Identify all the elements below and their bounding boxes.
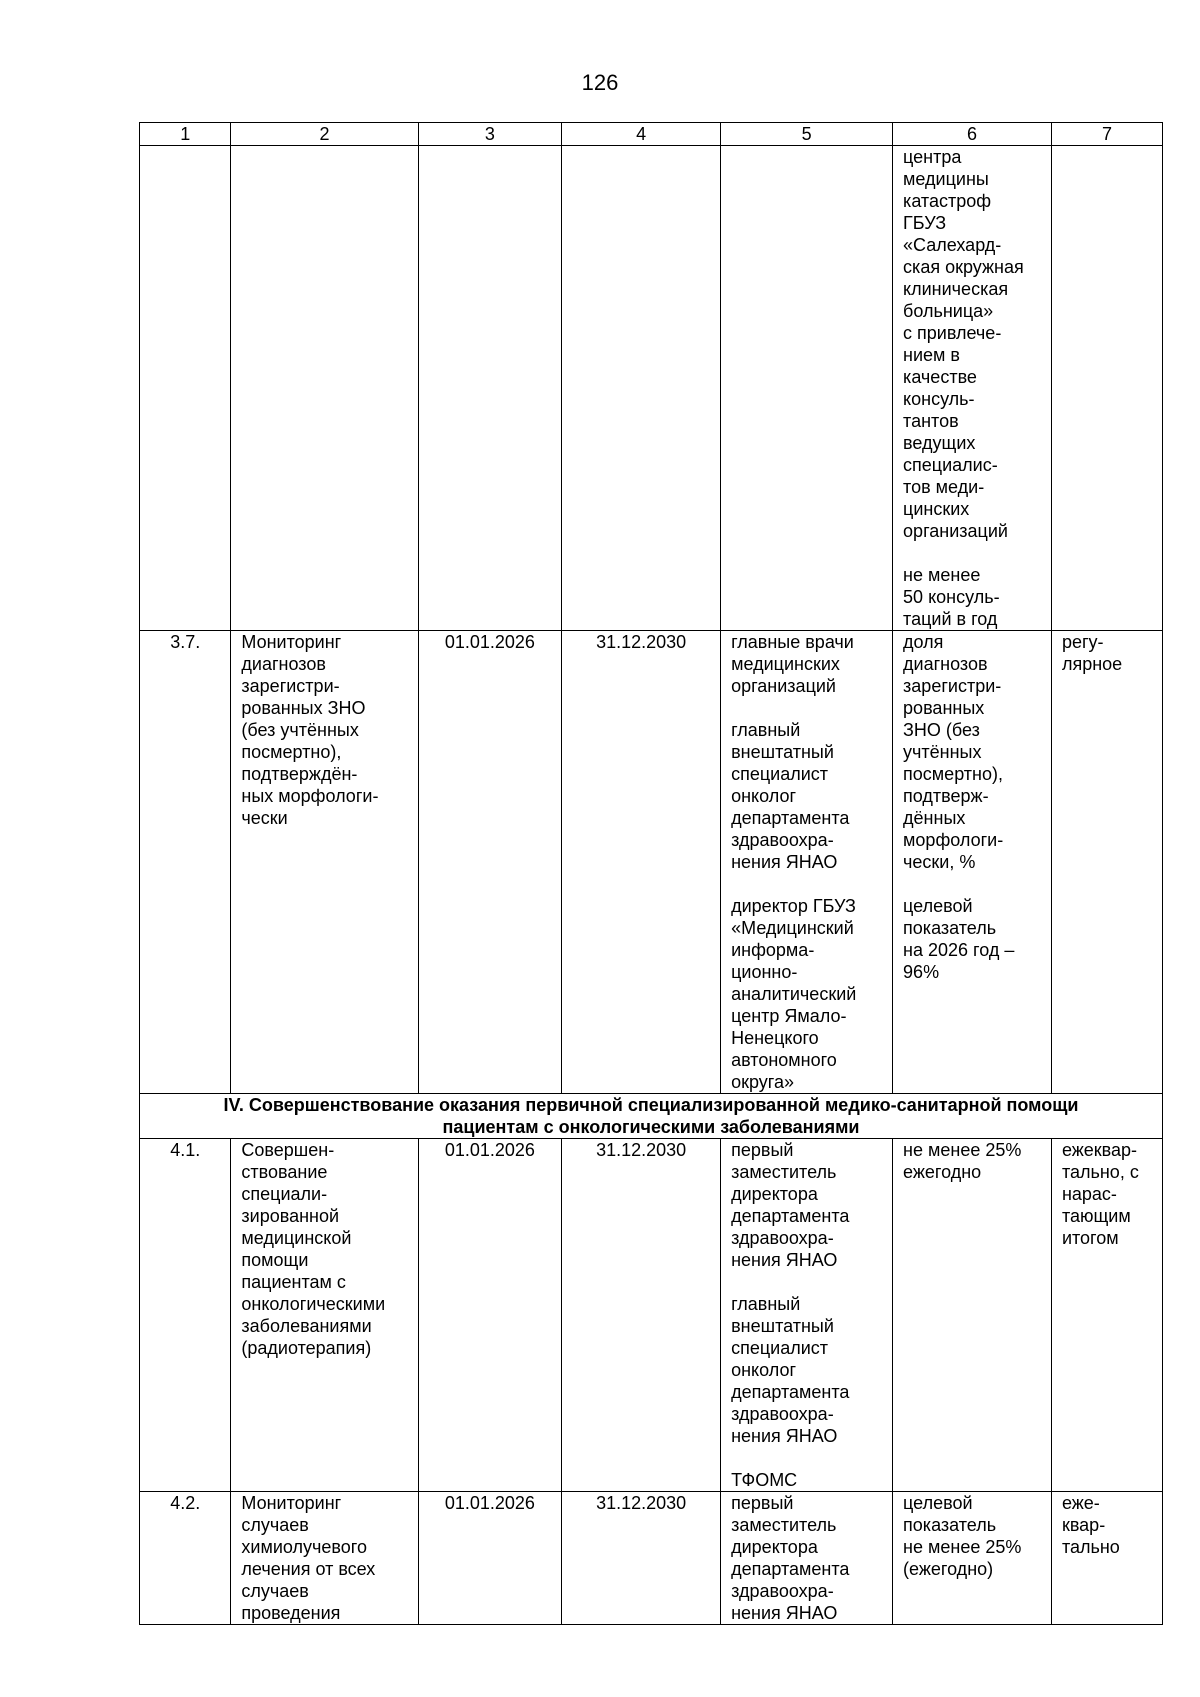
column-number-row	[140, 123, 1163, 146]
cell-text-line: «Медицинский	[731, 918, 854, 938]
cell-text-line: подтверж-	[903, 786, 989, 806]
cell-text-line: зарегистри-	[903, 676, 1002, 696]
cell-text-line: квар-	[1061, 1515, 1106, 1535]
cell-text-line: округа»	[731, 1072, 794, 1092]
cell-text-line: нием в	[903, 345, 960, 365]
cell-text-line: первый	[731, 1140, 794, 1160]
cell-text-line: тантов	[903, 411, 959, 431]
cell-text-line: здравоохра-	[731, 830, 834, 850]
cell-text-line: регу-	[1061, 632, 1104, 652]
cell-text-line: здравоохра-	[731, 1228, 834, 1248]
cell-text-line: тов меди-	[903, 477, 985, 497]
cell-text-line: онкологическими	[241, 1294, 386, 1314]
section-heading	[140, 1094, 1163, 1139]
paragraph-gap	[731, 697, 882, 719]
cell-text-line: (ежегодно)	[903, 1559, 994, 1579]
cell-text-line: (радиотерапия)	[241, 1338, 372, 1358]
cell-text-line: катастроф	[903, 191, 992, 211]
cell-text-line: ционно-	[731, 962, 798, 982]
row-number: 4.1.	[140, 1139, 231, 1492]
cell-text-line: специали-	[241, 1184, 328, 1204]
cell-text-line: не менее 25%	[903, 1140, 1022, 1160]
cell-text-line: департамента	[731, 1559, 850, 1579]
column-number: 7	[1051, 123, 1162, 146]
cell-text-line: нарас-	[1061, 1184, 1117, 1204]
cell-text-line: онколог	[731, 1360, 797, 1380]
start-date: 01.01.2026	[418, 1139, 562, 1492]
section-heading-line: пациентам с онкологическими заболеваниями	[442, 1117, 860, 1137]
section-iv-heading-row	[140, 1094, 1163, 1139]
paragraph-gap	[903, 873, 1041, 895]
cell-text-line: больница»	[903, 301, 994, 321]
cell-text-line: качестве	[903, 367, 977, 387]
cell-text-line: (без учтённых	[241, 720, 359, 740]
cell-text-line: морфологи-	[903, 830, 1004, 850]
cell-text-line: 50 консуль-	[903, 587, 1000, 607]
cell-text-line: департамента	[731, 1206, 850, 1226]
cell-text-line: заболеваниями	[241, 1316, 372, 1336]
cell-text-line: нения ЯНАО	[731, 1250, 838, 1270]
paragraph-gap	[731, 873, 882, 895]
cell-text-line: итогом	[1061, 1228, 1119, 1248]
cell-text-line: целевой	[903, 1493, 973, 1513]
indicator-cell	[893, 1492, 1052, 1625]
cell-text-line: Совершен-	[241, 1140, 335, 1160]
cell-text-line: медицинских	[731, 654, 840, 674]
cell-text-line: центр Ямало-	[731, 1006, 847, 1026]
cell-text-line: с привлече-	[903, 323, 1002, 343]
column-number: 4	[562, 123, 721, 146]
row-number: 3.7.	[140, 631, 231, 1094]
cell-text-line: тально	[1061, 1537, 1120, 1557]
indicator-cell	[893, 631, 1052, 1094]
cell-text-line: целевой	[903, 896, 973, 916]
cell-text-line: чески, %	[903, 852, 976, 872]
cell-text-line: 96%	[903, 962, 940, 982]
responsible-cell	[721, 1492, 893, 1625]
cell-text-line: информа-	[731, 940, 815, 960]
cell-text-line: аналитический	[731, 984, 857, 1004]
cell-text-line: химиолучевого	[241, 1537, 367, 1557]
cell-text-line: внештатный	[731, 742, 834, 762]
cell-text-line: Ненецкого	[731, 1028, 819, 1048]
indicator-cell	[893, 1139, 1052, 1492]
cell-text-line: подтверждён-	[241, 764, 358, 784]
cell-text-line: главный	[731, 1294, 801, 1314]
cell-text-line: главные врачи	[731, 632, 854, 652]
cell-text-line: тально, с	[1061, 1162, 1139, 1182]
table-row-3-7	[140, 631, 1163, 1094]
table-row-continued	[140, 146, 1163, 631]
cell-text-line: департамента	[731, 1382, 850, 1402]
cell-text-line: главный	[731, 720, 801, 740]
cell-text-line: посмертно),	[903, 764, 1003, 784]
cell-text-line: еже-	[1061, 1493, 1100, 1513]
section-heading-line: IV. Совершенствование оказания первичной специализированной медико-санитарной помощи	[223, 1095, 1079, 1115]
cell-text-line: лярное	[1061, 654, 1123, 674]
end-date: 31.12.2030	[562, 631, 721, 1094]
cell-text-line: здравоохра-	[731, 1404, 834, 1424]
cell-text-line: директора	[731, 1184, 818, 1204]
cell-text-line: диагнозов	[241, 654, 326, 674]
cell-text-line: центра	[903, 147, 962, 167]
cell-text-line: случаев	[241, 1581, 309, 1601]
cell-text-line: внештатный	[731, 1316, 834, 1336]
frequency-cell	[1051, 631, 1162, 1094]
cell-text-line: «Салехард-	[903, 235, 1002, 255]
cell-text-line: медицины	[903, 169, 989, 189]
activity-cell	[231, 1492, 418, 1625]
cell-text-line: помощи	[241, 1250, 309, 1270]
cell-text-line: ствование	[241, 1162, 328, 1182]
cell-text-line: Мониторинг	[241, 632, 342, 652]
cell-text-line: учтённых	[903, 742, 982, 762]
cell-text-line: ТФОМС	[731, 1470, 798, 1490]
cell-text-line: показатель	[903, 1515, 997, 1535]
cell-text-line: медицинской	[241, 1228, 352, 1248]
cell-text-line: не менее	[903, 565, 981, 585]
cell-text-line: пациентам с	[241, 1272, 346, 1292]
paragraph-gap	[731, 1271, 882, 1293]
start-date: 01.01.2026	[418, 1492, 562, 1625]
start-date: 01.01.2026	[418, 631, 562, 1094]
activity-cell	[231, 631, 418, 1094]
plan-table	[139, 122, 1163, 1625]
page-number: 126	[581, 70, 619, 95]
cell-text-line: ведущих	[903, 433, 976, 453]
frequency-cell	[1051, 1139, 1162, 1492]
cell-text-line: ных морфологи-	[241, 786, 379, 806]
cell-text-line: тающим	[1061, 1206, 1131, 1226]
cell-text-line: заместитель	[731, 1162, 837, 1182]
cell-text-line: таций в год	[903, 609, 998, 629]
cell-text-line: ГБУЗ	[903, 213, 947, 233]
column-number: 1	[140, 123, 231, 146]
cell-text-line: департамента	[731, 808, 850, 828]
cell-text-line: посмертно),	[241, 742, 342, 762]
indicator-cell	[893, 146, 1052, 631]
paragraph-gap	[731, 1447, 882, 1469]
cell-text-line: специалис-	[903, 455, 998, 475]
table-row-4-1	[140, 1139, 1163, 1492]
cell-text-line: не менее 25%	[903, 1537, 1022, 1557]
cell-text-line: специалист	[731, 764, 829, 784]
cell-text-line: консуль-	[903, 389, 975, 409]
end-date: 31.12.2030	[562, 1492, 721, 1625]
cell-text-line: цинских	[903, 499, 970, 519]
cell-text-line: чески	[241, 808, 288, 828]
cell-text-line: онколог	[731, 786, 797, 806]
cell-text-line: нения ЯНАО	[731, 1603, 838, 1623]
paragraph-gap	[903, 542, 1041, 564]
cell-text-line: доля	[903, 632, 944, 652]
cell-text-line: организаций	[731, 676, 836, 696]
cell-text-line: зарегистри-	[241, 676, 340, 696]
cell-text-line: специалист	[731, 1338, 829, 1358]
cell-text-line: директора	[731, 1537, 818, 1557]
column-number: 2	[231, 123, 418, 146]
frequency-cell	[1051, 1492, 1162, 1625]
cell-text-line: автономного	[731, 1050, 837, 1070]
cell-text-line: заместитель	[731, 1515, 837, 1535]
row-number: 4.2.	[140, 1492, 231, 1625]
cell-text-line: первый	[731, 1493, 794, 1513]
column-number: 5	[721, 123, 893, 146]
cell-text-line: ЗНО (без	[903, 720, 980, 740]
cell-text-line: здравоохра-	[731, 1581, 834, 1601]
cell-text-line: организаций	[903, 521, 1008, 541]
cell-text-line: ежеквар-	[1061, 1140, 1138, 1160]
cell-text-line: ежегодно	[903, 1162, 982, 1182]
table-row-4-2	[140, 1492, 1163, 1625]
cell-text-line: лечения от всех	[241, 1559, 376, 1579]
activity-cell	[231, 1139, 418, 1492]
column-number: 6	[893, 123, 1052, 146]
cell-text-line: проведения	[241, 1603, 341, 1623]
cell-text-line: диагнозов	[903, 654, 988, 674]
cell-text-line: нения ЯНАО	[731, 852, 838, 872]
responsible-cell	[721, 631, 893, 1094]
cell-text-line: ская окружная	[903, 257, 1024, 277]
cell-text-line: рованных	[903, 698, 985, 718]
cell-text-line: директор ГБУЗ	[731, 896, 856, 916]
cell-text-line: на 2026 год –	[903, 940, 1015, 960]
end-date: 31.12.2030	[562, 1139, 721, 1492]
cell-text-line: Мониторинг	[241, 1493, 342, 1513]
cell-text-line: клиническая	[903, 279, 1009, 299]
cell-text-line: показатель	[903, 918, 997, 938]
cell-text-line: нения ЯНАО	[731, 1426, 838, 1446]
cell-text-line: рованных ЗНО	[241, 698, 366, 718]
cell-text-line: дённых	[903, 808, 966, 828]
responsible-cell	[721, 1139, 893, 1492]
column-number: 3	[418, 123, 562, 146]
cell-text-line: случаев	[241, 1515, 309, 1535]
cell-text-line: зированной	[241, 1206, 340, 1226]
